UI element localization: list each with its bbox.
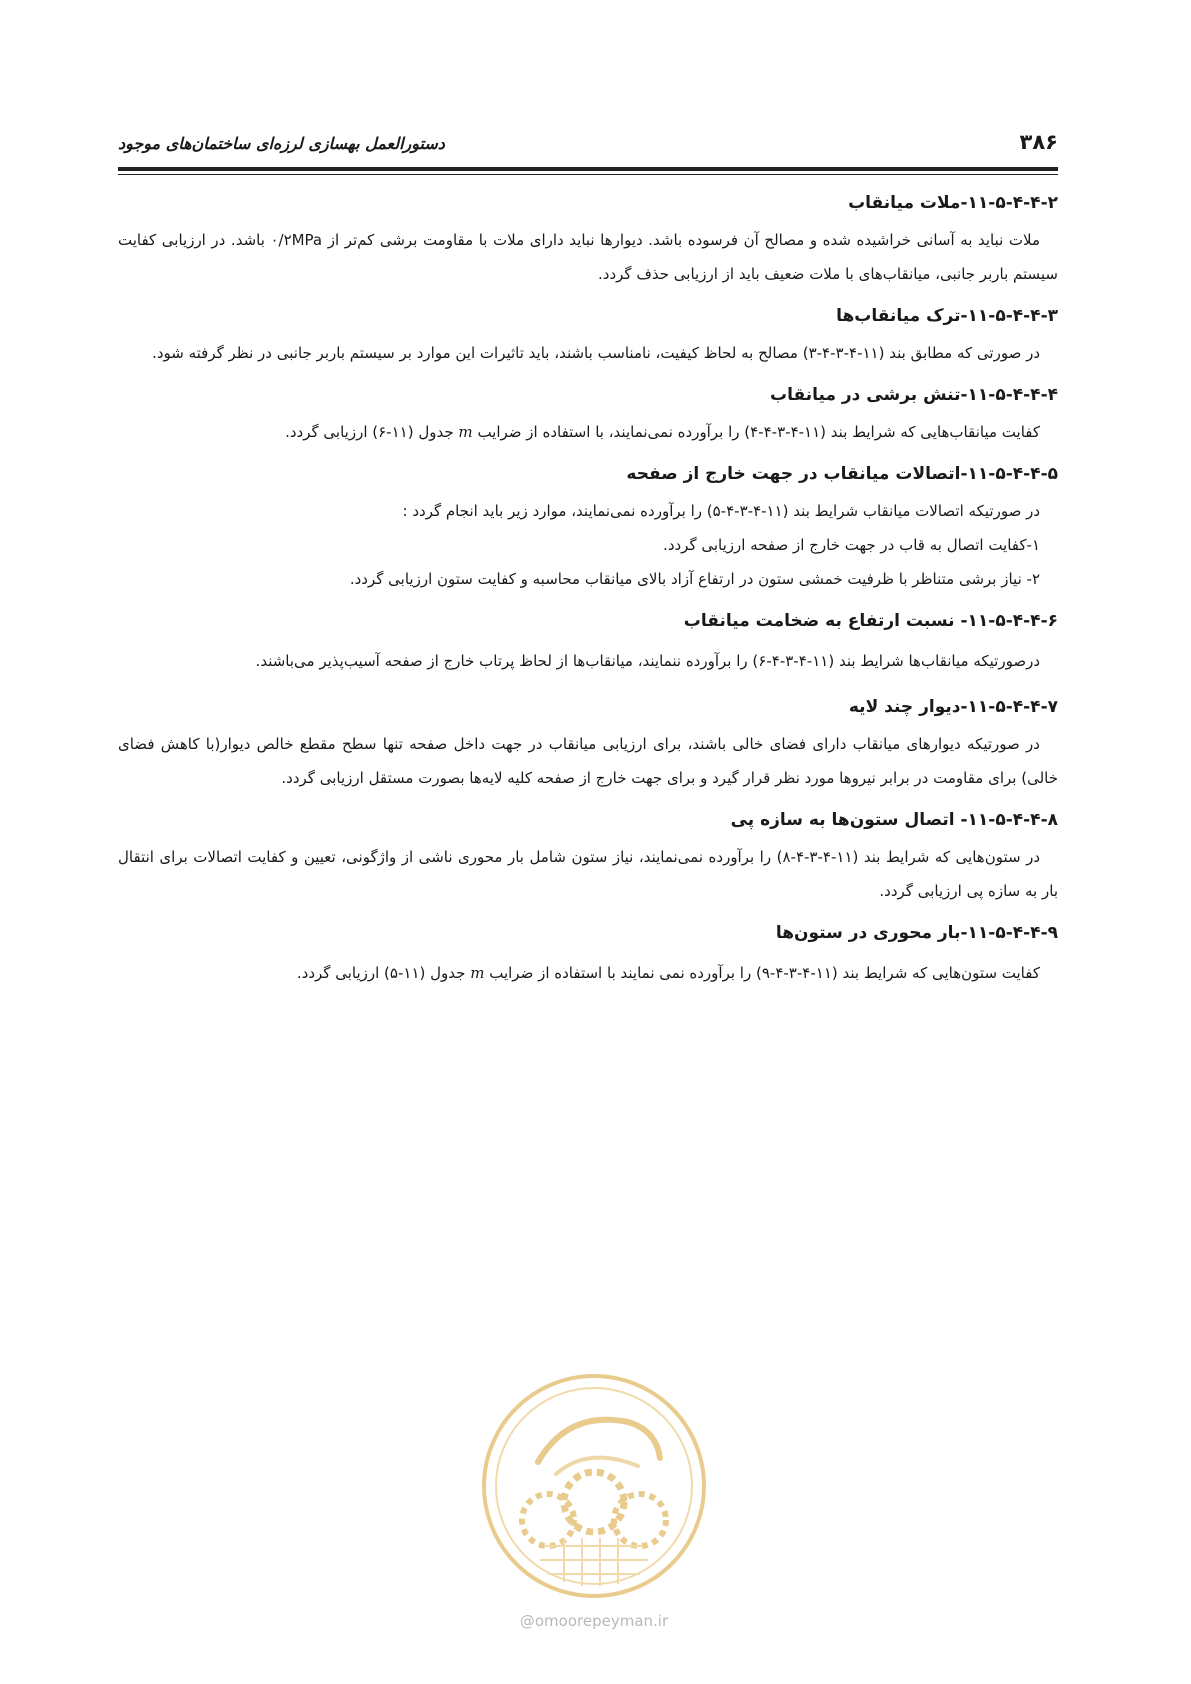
- section-paragraph: در صورتی که مطابق بند (۱۱-۴-۳-۴-۳) مصالح به لحاظ کیفیت، نامناسب باشند، باید تاثیرات این موارد بر سیستم باربر جانبی در نظر گرفته شود.: [152, 344, 1040, 362]
- document-body: [118, 188, 1058, 990]
- section-heading: ۱۱-۵-۴-۴-۸- اتصال ستون‌ها به سازه پی: [730, 810, 1058, 830]
- section-heading: ۱۱-۵-۴-۴-۴-تنش برشی در میانقاب: [770, 385, 1058, 405]
- section-paragraph: [118, 956, 1058, 990]
- section-paragraph: در صورتیکه اتصالات میانقاب شرایط بند (۱۱-۴-۳-۴-۵) را برآورده نمی‌نمایند، موارد زیر باید انجام گردد :: [402, 502, 1040, 520]
- watermark-seal: [478, 1370, 710, 1602]
- section-column-axial-load: [118, 918, 1058, 990]
- section-heading: ۱۱-۵-۴-۴-۵-اتصالات میانقاب در جهت خارج از صفحه: [626, 464, 1058, 484]
- list-item: ۲- نیاز برشی متناظر با ظرفیت خمشی ستون در ارتفاع آزاد بالای میانقاب محاسبه و کفایت ستون ارزیابی گردد.: [349, 570, 1040, 588]
- section-heading: ۱۱-۵-۴-۴-۷-دیوار چند لایه: [848, 697, 1058, 717]
- m-factor-symbol: m: [458, 423, 473, 441]
- running-title: دستورالعمل بهسازی لرزه‌ای ساختمان‌های موجود: [118, 134, 445, 153]
- section-shear-stress: [118, 380, 1058, 449]
- page-number: ۳۸۶: [1019, 130, 1058, 154]
- section-heading: ۱۱-۵-۴-۴-۹-بار محوری در ستون‌ها: [775, 923, 1058, 943]
- page-header: [118, 130, 1058, 164]
- seal-outer-ring: [484, 1376, 704, 1596]
- section-paragraph: [118, 415, 1058, 449]
- list-item: ۱-کفایت اتصال به قاب در جهت خارج از صفحه ارزیابی گردد.: [663, 536, 1040, 554]
- section-heading: ۱۱-۵-۴-۴-۳-ترک میانقاب‌ها: [836, 306, 1058, 326]
- seal-grid: [540, 1538, 648, 1586]
- section-paragraph: ملات نباید به آسانی خراشیده شده و مصالح آن فرسوده باشد. دیوارها نباید دارای ملات با مقاومت برشی کم‌تر از ۰/۲MPa باشد. در ارزیابی کفایت سیستم باربر جانبی، میانقاب‌های با ملات ضعیف باید از ارزیابی حذف گردد.: [118, 231, 1058, 283]
- paragraph-text-after: جدول (۱۱-۶) ارزیابی گردد.: [285, 423, 454, 441]
- seal-inner-ring: [496, 1388, 692, 1584]
- paragraph-text-after: جدول (۱۱-۵) ارزیابی گردد.: [296, 964, 466, 982]
- section-mortar: [118, 188, 1058, 291]
- watermark-url: @omoorepeyman.ir: [519, 1612, 669, 1630]
- section-heading: ۱۱-۵-۴-۴-۶- نسبت ارتفاع به ضخامت میانقاب: [683, 611, 1058, 631]
- section-paragraph: در ستون‌هایی که شرایط بند (۱۱-۴-۳-۴-۸) را برآورده نمی‌نمایند، نیاز ستون شامل بار محوری ناشی از واژگونی، تعیین و کفایت اتصالات برای انتقال بار به سازه پی ارزیابی گردد.: [118, 848, 1058, 900]
- paragraph-text-before: کفایت میانقاب‌هایی که شرایط بند (۱۱-۴-۳-۴-۴) را برآورده نمی‌نمایند، با استفاده از ضرایب: [477, 423, 1040, 441]
- requirement-list: [118, 528, 1058, 596]
- section-out-of-plane-connections: [118, 459, 1058, 596]
- section-paragraph: درصورتیکه میانقاب‌ها شرایط بند (۱۱-۴-۳-۴-۶) را برآورده ننمایند، میانقاب‌ها از لحاظ پرتاب خارج از صفحه آسیب‌پذیر می‌باشند.: [255, 652, 1040, 670]
- section-heading: ۱۱-۵-۴-۴-۲-ملات میانقاب: [848, 193, 1058, 213]
- header-rule-thin: [118, 174, 1058, 175]
- m-factor-symbol: m: [470, 964, 485, 982]
- section-paragraph: در صورتیکه دیوارهای میانقاب دارای فضای خالی باشند، برای ارزیابی میانقاب در جهت داخل صفحه تنها سطح مقطع خالص دیوار(با کاهش فضای خالی) برای مقاومت در برابر نیروها مورد نظر قرار گیرد و برای جهت خارج از صفحه کلیه لایه‌ها بصورت مستقل ارزیابی گردد.: [118, 735, 1058, 787]
- section-height-thickness-ratio: [118, 606, 1058, 678]
- section-column-foundation-connection: [118, 805, 1058, 908]
- section-cracks: [118, 301, 1058, 370]
- header-rule-thick: [118, 167, 1058, 171]
- section-multi-wythe-wall: [118, 692, 1058, 795]
- paragraph-text-before: کفایت ستون‌هایی که شرایط بند (۱۱-۴-۳-۴-۹) را برآورده نمی نمایند با استفاده از ضرایب: [489, 964, 1040, 982]
